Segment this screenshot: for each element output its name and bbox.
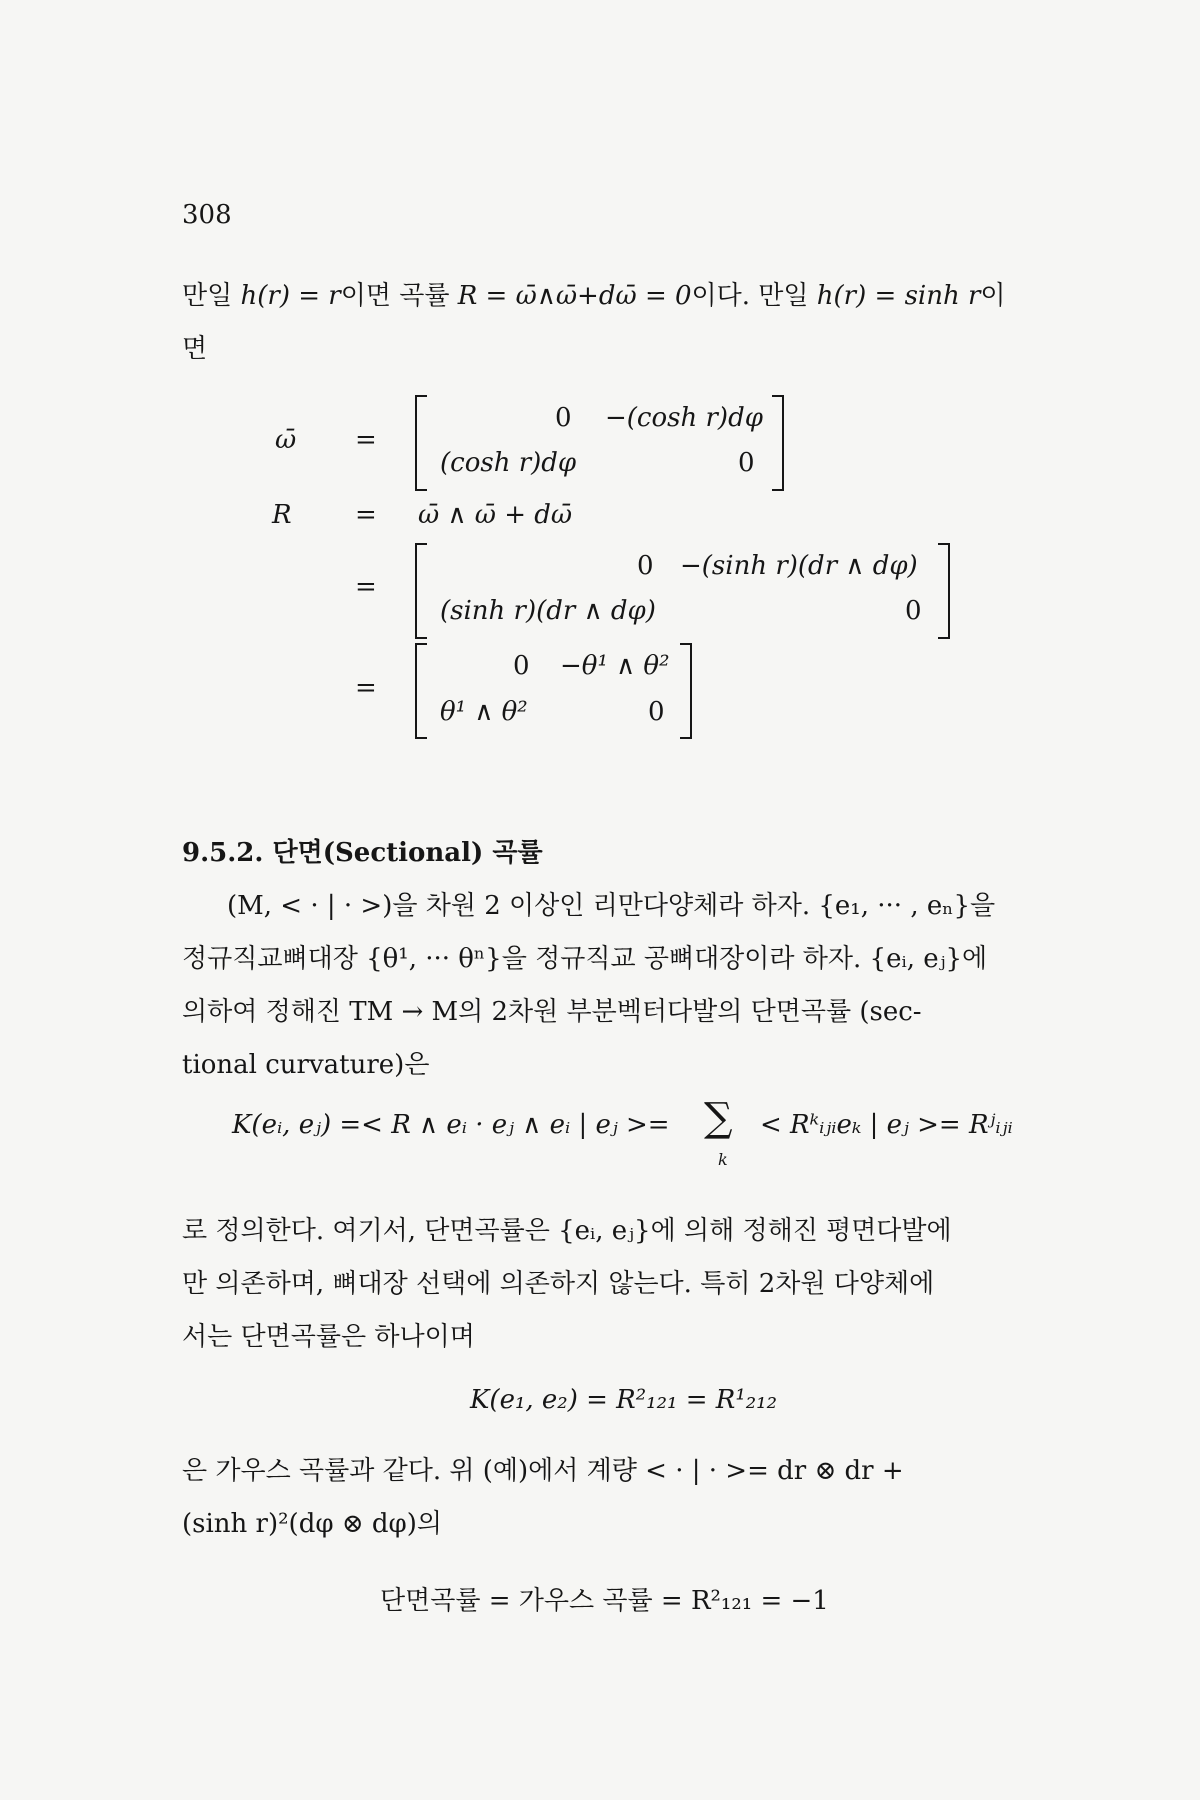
- matrix-1-a22: 0: [738, 448, 755, 478]
- summation-index: k: [718, 1150, 728, 1169]
- paragraph-line: 서는 단면곡률은 하나이며: [182, 1322, 475, 1352]
- definition-paragraph: [182, 880, 1077, 1092]
- example-paragraph: [182, 1445, 1077, 1551]
- sectional-curvature-def-left: K(eᵢ, eⱼ) =< R ∧ eᵢ · eⱼ ∧ eᵢ | eⱼ >=: [232, 1110, 670, 1140]
- equals-sign: =: [355, 500, 377, 530]
- matrix-3-a21: θ¹ ∧ θ²: [440, 697, 528, 727]
- matrix-3-right-bracket: [680, 643, 692, 739]
- equals-sign: =: [355, 572, 377, 602]
- matrix-1-right-bracket: [772, 395, 784, 491]
- page-number: 308: [182, 200, 232, 230]
- paragraph-line: tional curvature)은: [182, 1050, 430, 1080]
- matrix-2-a11: 0: [637, 551, 654, 581]
- paragraph-line: 정규직교뼈대장 {θ¹, ··· θⁿ}을 정규직교 공뼈대장이라 하자. {eᵢ, eⱼ}에: [182, 944, 988, 974]
- paragraph-line: 로 정의한다. 여기서, 단면곡률은 {eᵢ, eⱼ}에 의해 정해진 평면다발에: [182, 1216, 952, 1246]
- section-heading: 9.5.2. 단면(Sectional) 곡률: [182, 838, 543, 868]
- paragraph-line: 만 의존하며, 뼈대장 선택에 의존하지 않는다. 특히 2차원 다양체에: [182, 1269, 935, 1299]
- equals-sign: =: [355, 673, 377, 703]
- intro-line-2: 면: [182, 334, 208, 364]
- matrix-2-a21: (sinh r)(dr ∧ dφ): [440, 596, 656, 626]
- matrix-1-left-bracket: [415, 395, 427, 491]
- matrix-1-a11: 0: [555, 403, 572, 433]
- paragraph-line: 의하여 정해진 TM → M의 2차원 부분벡터다발의 단면곡률 (sec-: [182, 997, 922, 1027]
- paragraph-line: (sinh r)²(dφ ⊗ dφ)의: [182, 1509, 442, 1539]
- equals-sign: =: [355, 425, 377, 455]
- matrix-2-right-bracket: [938, 543, 950, 639]
- paragraph-line: (M, < · | · >)을 차원 2 이상인 리만다양체라 하자. {e₁, ··· , eₙ}을: [227, 891, 996, 921]
- matrix-3-a12: −θ¹ ∧ θ²: [560, 651, 670, 681]
- R-lhs: R: [272, 500, 292, 530]
- summation-symbol: ∑: [704, 1095, 733, 1141]
- matrix-2-a22: 0: [905, 596, 922, 626]
- omega-lhs: ω̄: [275, 425, 297, 455]
- matrix-3-a11: 0: [513, 651, 530, 681]
- explanation-paragraph: [182, 1205, 1077, 1364]
- matrix-1-a12: −(cosh r)dφ: [605, 403, 763, 433]
- sectional-curvature-def-right: < Rᵏᵢⱼᵢeₖ | eⱼ >= Rʲᵢⱼᵢ: [760, 1110, 1013, 1140]
- matrix-2-left-bracket: [415, 543, 427, 639]
- final-equation: 단면곡률 = 가우스 곡률 = R²₁₂₁ = −1: [380, 1586, 829, 1616]
- intro-paragraph: [182, 270, 1077, 376]
- paragraph-line: 은 가우스 곡률과 같다. 위 (예)에서 계량 < · | · >= dr ⊗ dr +: [182, 1456, 904, 1486]
- gauss-curvature-equation: K(e₁, e₂) = R²₁₂₁ = R¹₂₁₂: [470, 1385, 778, 1415]
- R-definition: ω̄ ∧ ω̄ + dω̄: [418, 500, 573, 530]
- matrix-3-a22: 0: [648, 697, 665, 727]
- matrix-2-a12: −(sinh r)(dr ∧ dφ): [680, 551, 918, 581]
- matrix-1-a21: (cosh r)dφ: [440, 448, 577, 478]
- matrix-3-left-bracket: [415, 643, 427, 739]
- intro-line-1: 만일 h(r) = r이면 곡률 R = ω̄∧ω̄+dω̄ = 0이다. 만일 h(r) = sinh r이: [182, 281, 1006, 311]
